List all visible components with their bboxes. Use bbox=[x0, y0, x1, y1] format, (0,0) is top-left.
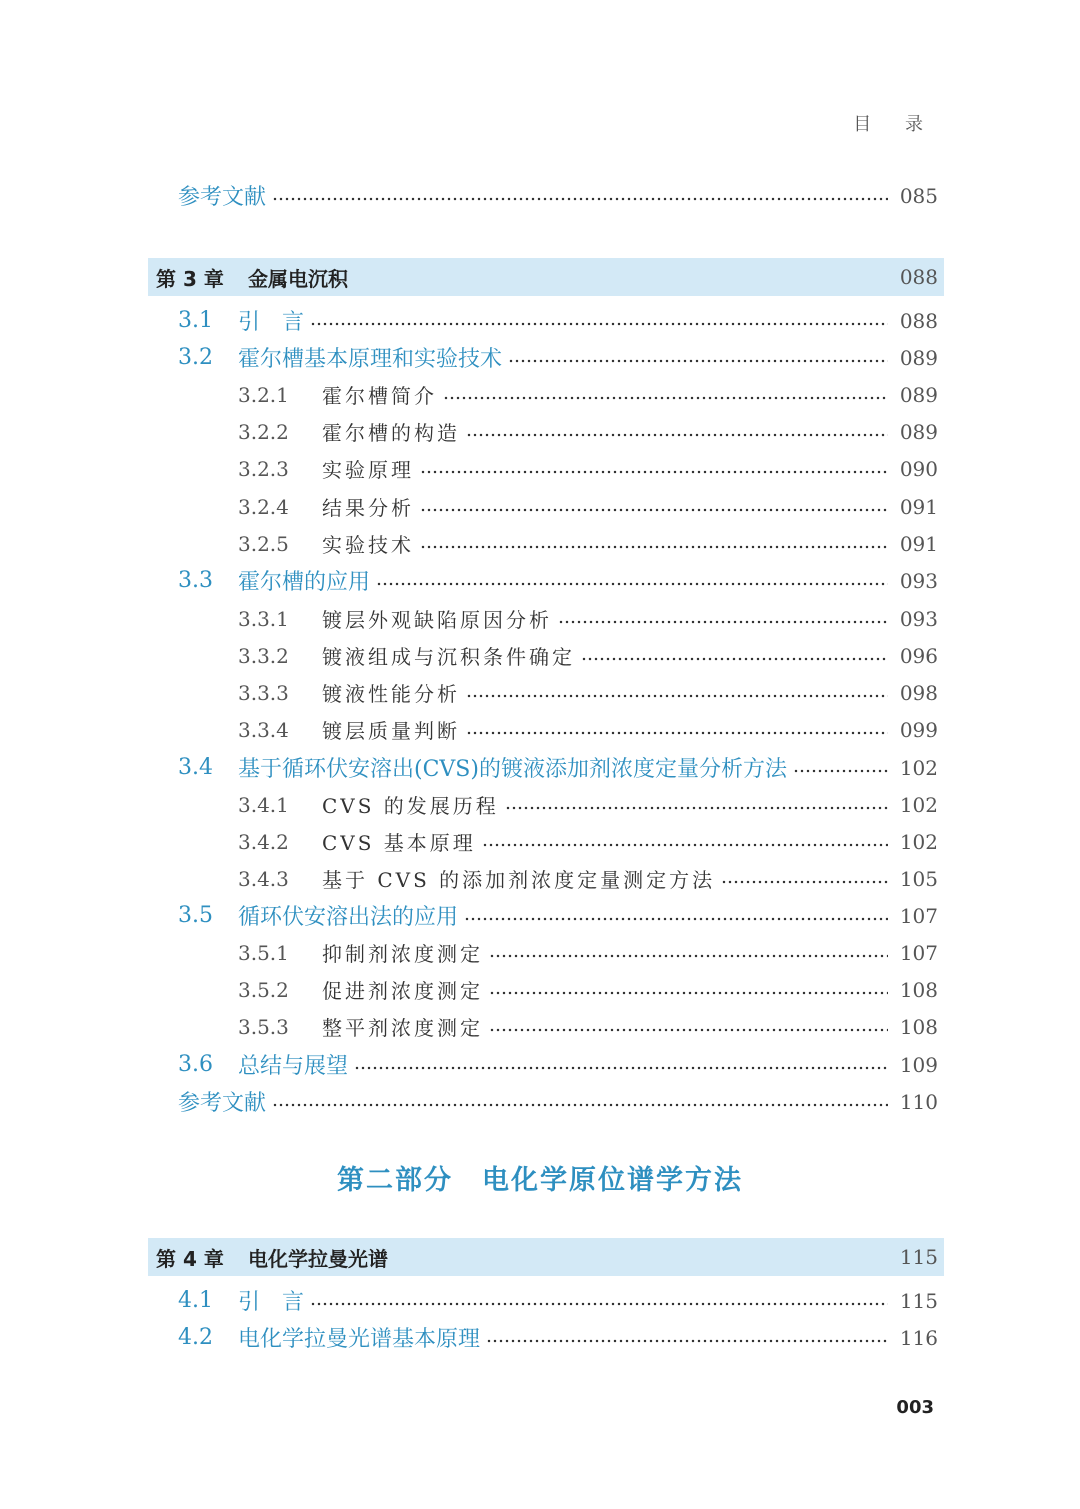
section-number: 4.2 bbox=[178, 1325, 213, 1350]
subsection-page: 108 bbox=[899, 1014, 938, 1039]
section-title: 引 言 bbox=[238, 310, 305, 335]
subsection-number: 3.2.3 bbox=[238, 456, 289, 481]
toc-entry-section[interactable] bbox=[148, 1319, 944, 1356]
toc-entry-subsection[interactable] bbox=[148, 934, 944, 971]
chapter-title: 金属电沉积 bbox=[248, 266, 348, 291]
dot-leader bbox=[272, 1103, 888, 1107]
part-title: 第二部分 电化学原位谱学方法 bbox=[337, 1165, 743, 1196]
section-title: 霍尔槽基本原理和实验技术 bbox=[238, 347, 503, 372]
subsection-page: 091 bbox=[899, 494, 938, 519]
subsection-title: 实验原理 bbox=[322, 458, 414, 482]
subsection-title: 霍尔槽的构造 bbox=[322, 421, 460, 445]
section-number: 3.6 bbox=[178, 1052, 213, 1077]
subsection-number: 3.3.2 bbox=[238, 643, 289, 668]
dot-leader bbox=[508, 359, 888, 363]
entry-title: 参考文献 bbox=[178, 1091, 267, 1116]
subsection-number: 3.2.5 bbox=[238, 531, 289, 556]
toc-entry-subsection[interactable] bbox=[148, 413, 944, 450]
section-number: 3.3 bbox=[178, 568, 213, 593]
section-page: 088 bbox=[899, 308, 938, 333]
toc-entry-subsection[interactable] bbox=[148, 637, 944, 674]
chapter-page: 088 bbox=[899, 265, 938, 289]
chapter-title: 电化学拉曼光谱 bbox=[248, 1246, 388, 1271]
dot-leader bbox=[272, 197, 888, 201]
subsection-number: 3.2.2 bbox=[238, 419, 289, 444]
dot-leader bbox=[443, 396, 888, 400]
subsection-page: 089 bbox=[899, 382, 938, 407]
entry-title: 参考文献 bbox=[178, 185, 267, 210]
toc-entry-subsection[interactable] bbox=[148, 971, 944, 1008]
toc-entry-section[interactable] bbox=[148, 339, 944, 376]
dot-leader bbox=[466, 433, 888, 437]
dot-leader bbox=[581, 657, 888, 661]
section-page: 093 bbox=[899, 568, 938, 593]
toc-entry-section[interactable] bbox=[148, 302, 944, 339]
subsection-title: 整平剂浓度测定 bbox=[322, 1016, 483, 1040]
dot-leader bbox=[466, 731, 888, 735]
subsection-title: 霍尔槽简介 bbox=[322, 384, 437, 408]
subsection-title: 镀层质量判断 bbox=[322, 719, 460, 743]
section-title: 循环伏安溶出法的应用 bbox=[238, 905, 459, 930]
subsection-page: 090 bbox=[899, 456, 938, 481]
entry-page: 085 bbox=[899, 183, 938, 208]
toc-entry-subsection[interactable] bbox=[148, 450, 944, 487]
subsection-number: 3.3.3 bbox=[238, 680, 289, 705]
subsection-number: 3.2.4 bbox=[238, 494, 289, 519]
dot-leader bbox=[310, 322, 888, 326]
subsection-page: 093 bbox=[899, 606, 938, 631]
chapter-number: 第 3 章 bbox=[156, 266, 224, 291]
toc-entry-references[interactable] bbox=[148, 1083, 944, 1120]
section-page: 089 bbox=[899, 345, 938, 370]
chapter-number: 第 4 章 bbox=[156, 1246, 224, 1271]
subsection-number: 3.3.1 bbox=[238, 606, 289, 631]
running-head: 目 录 bbox=[853, 114, 937, 135]
subsection-page: 099 bbox=[899, 717, 938, 742]
toc-entry-section[interactable] bbox=[148, 1282, 944, 1319]
chapter-page: 115 bbox=[899, 1245, 938, 1269]
toc-entry-section[interactable] bbox=[148, 749, 944, 786]
dot-leader bbox=[721, 880, 888, 884]
subsection-page: 089 bbox=[899, 419, 938, 444]
dot-leader bbox=[489, 954, 888, 958]
section-page: 115 bbox=[899, 1288, 938, 1313]
section-page: 107 bbox=[899, 903, 938, 928]
toc-entry-subsection[interactable] bbox=[148, 600, 944, 637]
subsection-number: 3.5.1 bbox=[238, 940, 289, 965]
section-number: 3.2 bbox=[178, 345, 213, 370]
toc-entry-subsection[interactable] bbox=[148, 488, 944, 525]
toc-entry-subsection[interactable] bbox=[148, 823, 944, 860]
subsection-page: 098 bbox=[899, 680, 938, 705]
toc-entry-references[interactable] bbox=[148, 177, 944, 214]
dot-leader bbox=[558, 620, 888, 624]
subsection-title: 抑制剂浓度测定 bbox=[322, 942, 483, 966]
chapter-heading-4[interactable] bbox=[148, 1238, 944, 1276]
section-number: 3.4 bbox=[178, 755, 213, 780]
subsection-number: 3.3.4 bbox=[238, 717, 289, 742]
toc-entry-subsection[interactable] bbox=[148, 786, 944, 823]
subsection-number: 3.4.3 bbox=[238, 866, 289, 891]
section-title: 霍尔槽的应用 bbox=[238, 570, 371, 595]
dot-leader bbox=[793, 769, 888, 773]
dot-leader bbox=[354, 1066, 888, 1070]
toc-entry-section[interactable] bbox=[148, 897, 944, 934]
subsection-number: 3.4.2 bbox=[238, 829, 289, 854]
toc-entry-subsection[interactable] bbox=[148, 376, 944, 413]
toc-entry-subsection[interactable] bbox=[148, 860, 944, 897]
subsection-page: 091 bbox=[899, 531, 938, 556]
subsection-page: 096 bbox=[899, 643, 938, 668]
dot-leader bbox=[376, 582, 888, 586]
section-title: 基于循环伏安溶出(CVS)的镀液添加剂浓度定量分析方法 bbox=[238, 757, 787, 782]
toc-entry-subsection[interactable] bbox=[148, 711, 944, 748]
section-title: 电化学拉曼光谱基本原理 bbox=[238, 1327, 481, 1352]
page-number: 003 bbox=[896, 1397, 934, 1418]
subsection-number: 3.2.1 bbox=[238, 382, 289, 407]
subsection-title: CVS 的发展历程 bbox=[322, 794, 499, 818]
subsection-title: 实验技术 bbox=[322, 533, 414, 557]
toc-entry-subsection[interactable] bbox=[148, 1008, 944, 1045]
section-page: 116 bbox=[899, 1325, 938, 1350]
dot-leader bbox=[464, 917, 888, 921]
dot-leader bbox=[486, 1339, 888, 1343]
subsection-title: CVS 基本原理 bbox=[322, 831, 476, 855]
subsection-title: 镀液组成与沉积条件确定 bbox=[322, 645, 575, 669]
toc-entry-subsection[interactable] bbox=[148, 525, 944, 562]
section-page: 109 bbox=[899, 1052, 938, 1077]
dot-leader bbox=[310, 1302, 888, 1306]
toc-entry-section[interactable] bbox=[148, 562, 944, 599]
subsection-title: 促进剂浓度测定 bbox=[322, 979, 483, 1003]
subsection-title: 镀液性能分析 bbox=[322, 682, 460, 706]
dot-leader bbox=[420, 545, 888, 549]
dot-leader bbox=[482, 843, 888, 847]
toc-entry-subsection[interactable] bbox=[148, 674, 944, 711]
dot-leader bbox=[489, 991, 888, 995]
section-page: 102 bbox=[899, 755, 938, 780]
toc-entry-section[interactable] bbox=[148, 1046, 944, 1083]
subsection-page: 102 bbox=[899, 829, 938, 854]
entry-page: 110 bbox=[899, 1089, 938, 1114]
subsection-title: 结果分析 bbox=[322, 496, 414, 520]
dot-leader bbox=[505, 806, 888, 810]
chapter-heading-3[interactable] bbox=[148, 258, 944, 296]
dot-leader bbox=[489, 1028, 888, 1032]
subsection-number: 3.4.1 bbox=[238, 792, 289, 817]
subsection-title: 基于 CVS 的添加剂浓度定量测定方法 bbox=[322, 868, 716, 892]
dot-leader bbox=[420, 508, 888, 512]
subsection-title: 镀层外观缺陷原因分析 bbox=[322, 608, 552, 632]
subsection-page: 108 bbox=[899, 977, 938, 1002]
subsection-page: 105 bbox=[899, 866, 938, 891]
section-title: 引 言 bbox=[238, 1290, 305, 1315]
subsection-page: 107 bbox=[899, 940, 938, 965]
section-title: 总结与展望 bbox=[238, 1054, 349, 1079]
subsection-number: 3.5.2 bbox=[238, 977, 289, 1002]
subsection-page: 102 bbox=[899, 792, 938, 817]
subsection-number: 3.5.3 bbox=[238, 1014, 289, 1039]
section-number: 3.1 bbox=[178, 308, 213, 333]
dot-leader bbox=[466, 694, 888, 698]
section-number: 4.1 bbox=[178, 1288, 213, 1313]
section-number: 3.5 bbox=[178, 903, 213, 928]
dot-leader bbox=[420, 470, 888, 474]
